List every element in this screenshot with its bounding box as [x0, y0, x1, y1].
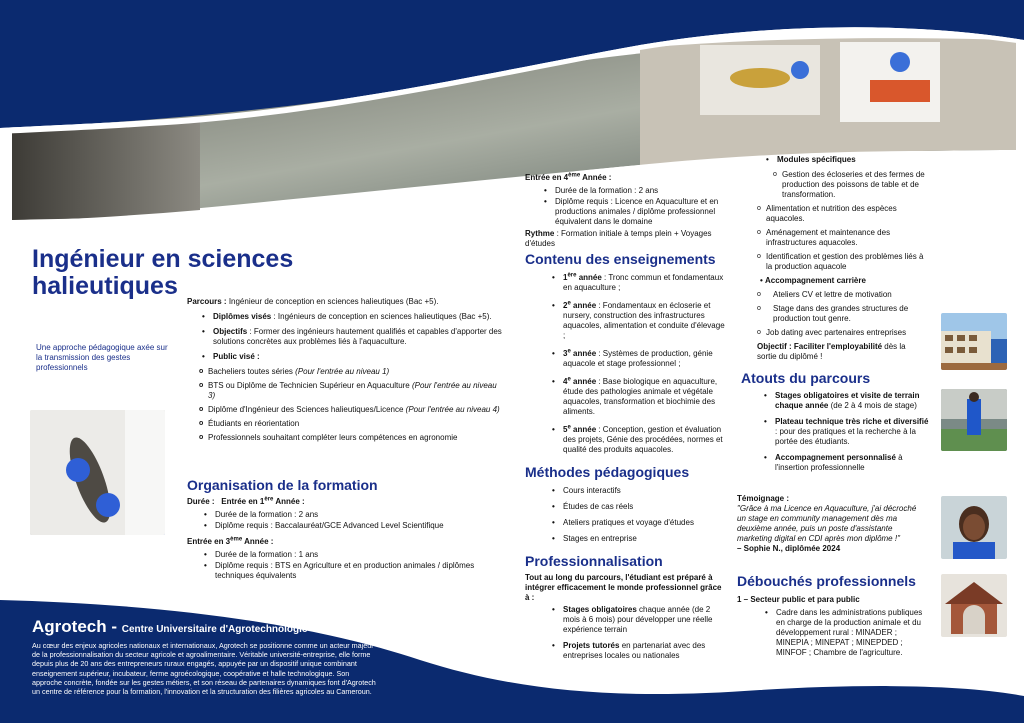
objectif-text: dès la sortie du diplômé ! [757, 342, 906, 361]
module-item: o Alimentation et nutrition des espèces aquacoles. [757, 204, 927, 224]
atout-item: • Stages obligatoires et visite de terrain chaque année (de 2 à 4 mois de stage) [761, 391, 931, 411]
module-item: o Aménagement et maintenance des infrastructures aquacoles. [757, 228, 927, 248]
duree-label: Durée : [187, 497, 215, 506]
campus-building-photo [941, 313, 1007, 370]
objectifs-item [199, 327, 505, 347]
entree3-item: • Durée de la formation : 1 ans [201, 550, 505, 560]
fish-handling-photo [30, 410, 165, 535]
contenu-item: • 3e année : Systèmes de production, génie aquacole et stage professionnel ; [549, 349, 729, 369]
public-list-item: o Professionnels souhaitant compléter leurs compétences en agronomie [199, 433, 505, 443]
public-list-item: o BTS ou Diplôme de Technicien Supérieur en Aquaculture (Pour l'entrée au niveau 3) [199, 381, 505, 401]
page-title: Ingénieur en sciences halieutiques [32, 245, 294, 300]
diplomes-label: Diplômes visés [213, 312, 272, 321]
entree4-section [525, 173, 730, 249]
intro-section [187, 297, 505, 448]
temoignage-section [737, 494, 927, 554]
accompagnement-item: o Ateliers CV et lettre de motivation [757, 290, 927, 300]
atouts-list [761, 391, 931, 479]
module-item: o Identification et gestion des problèmes liés à la production aquacole [757, 252, 927, 272]
diplomes-text: : Ingénieurs de conception en sciences halieutiques (Bac +5). [273, 312, 492, 321]
methodes-list [549, 486, 729, 550]
objectif-bold: : Faciliter l'employabilité [789, 342, 883, 351]
professionnalisation-list [549, 605, 729, 667]
brand-subtitle: Centre Universitaire d'Agrotechnologie [121, 624, 308, 635]
public-list-item: o Diplôme d'Ingénieur des Sciences halieutiques/Licence (Pour l'entrée au niveau 4) [199, 405, 505, 415]
brand-name: Agrotech - [32, 617, 117, 636]
methodes-item: • Stages en entreprise [549, 534, 729, 544]
facility-building-photo [941, 574, 1007, 637]
public-list-item: o Étudiants en réorientation [199, 419, 505, 429]
entree4-label: Entrée en 4ème Année : [525, 172, 612, 182]
objectif-label: Objectif [757, 342, 787, 351]
entree1-item: • Diplôme requis : Baccalauréat/GCE Advanced Level Scientifique [201, 521, 505, 531]
modules-section [757, 155, 927, 362]
public-label: Public visé : [213, 352, 260, 361]
tagline: Une approche pédagogique axée sur la transmission des gestes professionnels [36, 343, 168, 372]
temoignage-label: Témoignage : [737, 494, 790, 503]
module-item: o Gestion des écloseries et des fermes de production des poissons de table et de transformation. [773, 170, 927, 200]
footer-description: Au cœur des enjeux agricoles nationaux et internationaux, Agrotech se positionne comme un acteur majeur de la professionnalisation du secteur agricole et agroalimentaire. Véritable université-entreprise, elle forme depuis plus de 20 ans des entrepreneurs ruraux engagés, appuyée par un dispositif unique combinant enseignement supérieur, incubateur, ferme agroécologique, coopérative et halle technologique. Son approche concrète, fondée sur les gestes métiers, et son réseau de partenaires dynamiques font d'Agrotech un centre de référence pour la formation, l'innovation et la structuration des filières agricoles au Cameroun. [32, 641, 376, 697]
entree4-item: • Diplôme requis : Licence en Aquaculture et en productions animales / diplôme professionnel équivalent dans le domaine [541, 197, 730, 227]
rythme-label: Rythme [525, 229, 555, 238]
atouts-heading: Atouts du parcours [741, 370, 871, 386]
professionnalisation-intro: Tout au long du parcours, l'étudiant est préparé à intégrer efficacement le monde professionnel grâce à : [525, 573, 722, 602]
methodes-item: • Études de cas réels [549, 502, 729, 512]
debouches-list [762, 608, 930, 663]
entree3-item: • Diplôme requis : BTS en Agriculture et en production animales / diplômes techniques équivalents [201, 561, 505, 581]
contenu-item: • 1ère année : Tronc commun et fondamentaux en aquaculture ; [549, 273, 729, 293]
atout-item: • Accompagnement personnalisé à l'insertion professionnelle [761, 453, 931, 473]
entree3-label: Entrée en 3ème Année : [187, 536, 274, 546]
testimonial-portrait-photo [941, 496, 1007, 559]
modules-heading: • Modules spécifiques [763, 155, 927, 165]
debouches-heading: Débouchés professionnels [737, 573, 916, 589]
rythme-text: : Formation initiale à temps plein + Voyages d'études [525, 229, 712, 248]
public-item [199, 352, 505, 443]
public-list-item: o Bacheliers toutes séries (Pour l'entrée au niveau 1) [199, 367, 505, 377]
contenu-heading: Contenu des enseignements [525, 251, 716, 267]
contenu-item: • 5e année : Conception, gestion et évaluation des projets, Génie des procédées, normes et qualité des produits aquacoles. [549, 425, 729, 455]
objectifs-label: Objectifs [213, 327, 248, 336]
temoignage-author: – Sophie N., diplômée 2024 [737, 544, 841, 553]
methodes-item: • Ateliers pratiques et voyage d'études [549, 518, 729, 528]
debouches-subheading: 1 – Secteur public et para public [737, 595, 860, 604]
diplomes-item [199, 312, 505, 322]
professionnalisation-item: • Projets tutorés en partenariat avec des entreprises locales ou nationales [549, 641, 729, 661]
professionnalisation-heading: Professionnalisation [525, 553, 663, 569]
accompagnement-heading: • Accompagnement carrière [757, 276, 927, 286]
pond-work-photo [941, 389, 1007, 451]
atout-item: • Plateau technique très riche et diversifié : pour des pratiques et la recherche à la portée des étudiants. [761, 417, 931, 447]
contenu-item: • 4e année : Base biologique en aquaculture, étude des pathologies animale et végétale aquacoles, transformation et biochimie des aliments. [549, 377, 729, 417]
entree1-item: • Durée de la formation : 2 ans [201, 510, 505, 520]
professionnalisation-item: • Stages obligatoires chaque année (de 2 mois à 6 mois) pour développer une réelle expérience terrain [549, 605, 729, 635]
contenu-list [549, 273, 729, 463]
organisation-heading: Organisation de la formation [187, 477, 378, 493]
contenu-item: • 2e année : Fondamentaux en écloserie et nursery, construction des infrastructures aquacoles, alimentation et conduite d'élevage ; [549, 301, 729, 341]
entree4-item: • Durée de la formation : 2 ans [541, 186, 730, 196]
temoignage-quote: "Grâce à ma Licence en Aquaculture, j'ai décroché un stage en community management dès ma deuxième année, puis un poste d'assistante marketing digital en CDI après mon diplôme !" [737, 504, 917, 543]
accompagnement-item: o Stage dans des grandes structures de production tout genre. [757, 304, 927, 324]
parcours-label: Parcours : [187, 297, 227, 306]
methodes-item: • Cours interactifs [549, 486, 729, 496]
debouche-item: • Cadre dans les administrations publiques en charge de la production animale et du développement rural : MINADER ; MINEPIA ; MINEPAT ; MINEPDED ; MINFOF ; Chambre de l'agriculture. [762, 608, 930, 658]
methodes-heading: Méthodes pédagogiques [525, 464, 690, 480]
organisation-section [187, 497, 505, 582]
footer-brand [32, 617, 307, 637]
entree1-label: Entrée en 1ère Année : [221, 496, 305, 506]
objectifs-text: : Former des ingénieurs hautement qualifiés et capables d'apporter des solutions concrètes aux problèmes liés à l'aquaculture. [213, 327, 502, 346]
accompagnement-item: o Job dating avec partenaires entreprises [757, 328, 927, 338]
parcours-text: Ingénieur de conception en sciences halieutiques (Bac +5). [228, 297, 439, 306]
